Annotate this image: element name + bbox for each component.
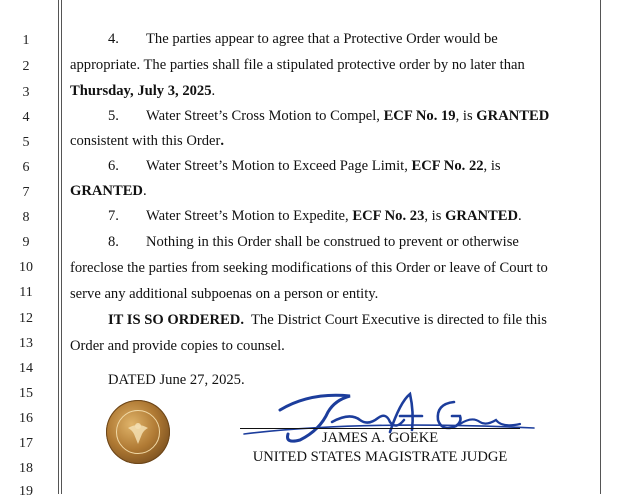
line-number: 4 [22,110,30,125]
line-number: 19 [19,484,33,499]
line-number: 9 [22,235,30,250]
line-number: 18 [19,461,33,476]
eagle-icon [106,400,170,464]
left-margin-rule-inner [61,0,62,494]
paragraph-4-line-1: 4. The parties appear to agree that a Protective Order would be [108,31,498,47]
line-number: 1 [22,33,30,48]
paragraph-7: 7. Water Street’s Motion to Expedite, ECF No. 23, is GRANTED. [108,208,522,224]
line-number: 16 [19,411,33,426]
line-number: 17 [19,436,33,451]
line-number: 3 [22,85,30,100]
paragraph-8-line-3: serve any additional subpoenas on a person or entity. [70,286,379,302]
paragraph-4-line-3: Thursday, July 3, 2025. [70,83,216,99]
court-seal [106,400,170,464]
ordered-line-1: IT IS SO ORDERED. The District Court Executive is directed to file this [108,312,547,328]
line-number: 7 [22,185,30,200]
paragraph-8-line-1: 8. Nothing in this Order shall be construed to prevent or otherwise [108,234,519,250]
line-number: 6 [22,160,30,175]
paragraph-5-line-1: 5. Water Street’s Cross Motion to Compel, ECF No. 19, is GRANTED [108,108,550,124]
line-number: 11 [19,285,33,300]
line-number: 8 [22,210,30,225]
line-number: 14 [19,361,33,376]
dated-line: DATED June 27, 2025. [108,372,245,388]
paragraph-4-line-2: appropriate. The parties shall file a stipulated protective order by no later than [70,57,525,73]
left-margin-rule [58,0,59,494]
paragraph-5-line-2: consistent with this Order. [70,133,225,149]
line-number: 2 [22,59,30,74]
line-number: 15 [19,386,33,401]
right-margin-rule [600,0,601,494]
signature-line [240,428,520,429]
paragraph-6-line-2: GRANTED. [70,183,147,199]
judge-name: JAMES A. GOEKE [321,430,439,446]
line-number: 12 [19,311,33,326]
paragraph-8-line-2: foreclose the parties from seeking modifications of this Order or leave of Court to [70,260,548,276]
line-number: 13 [19,336,33,351]
paragraph-6-line-1: 6. Water Street’s Motion to Exceed Page Limit, ECF No. 22, is [108,158,501,174]
ordered-line-2: Order and provide copies to counsel. [70,338,285,354]
line-number: 5 [22,135,30,150]
judge-title: UNITED STATES MAGISTRATE JUDGE [252,449,508,465]
line-number: 10 [19,260,33,275]
